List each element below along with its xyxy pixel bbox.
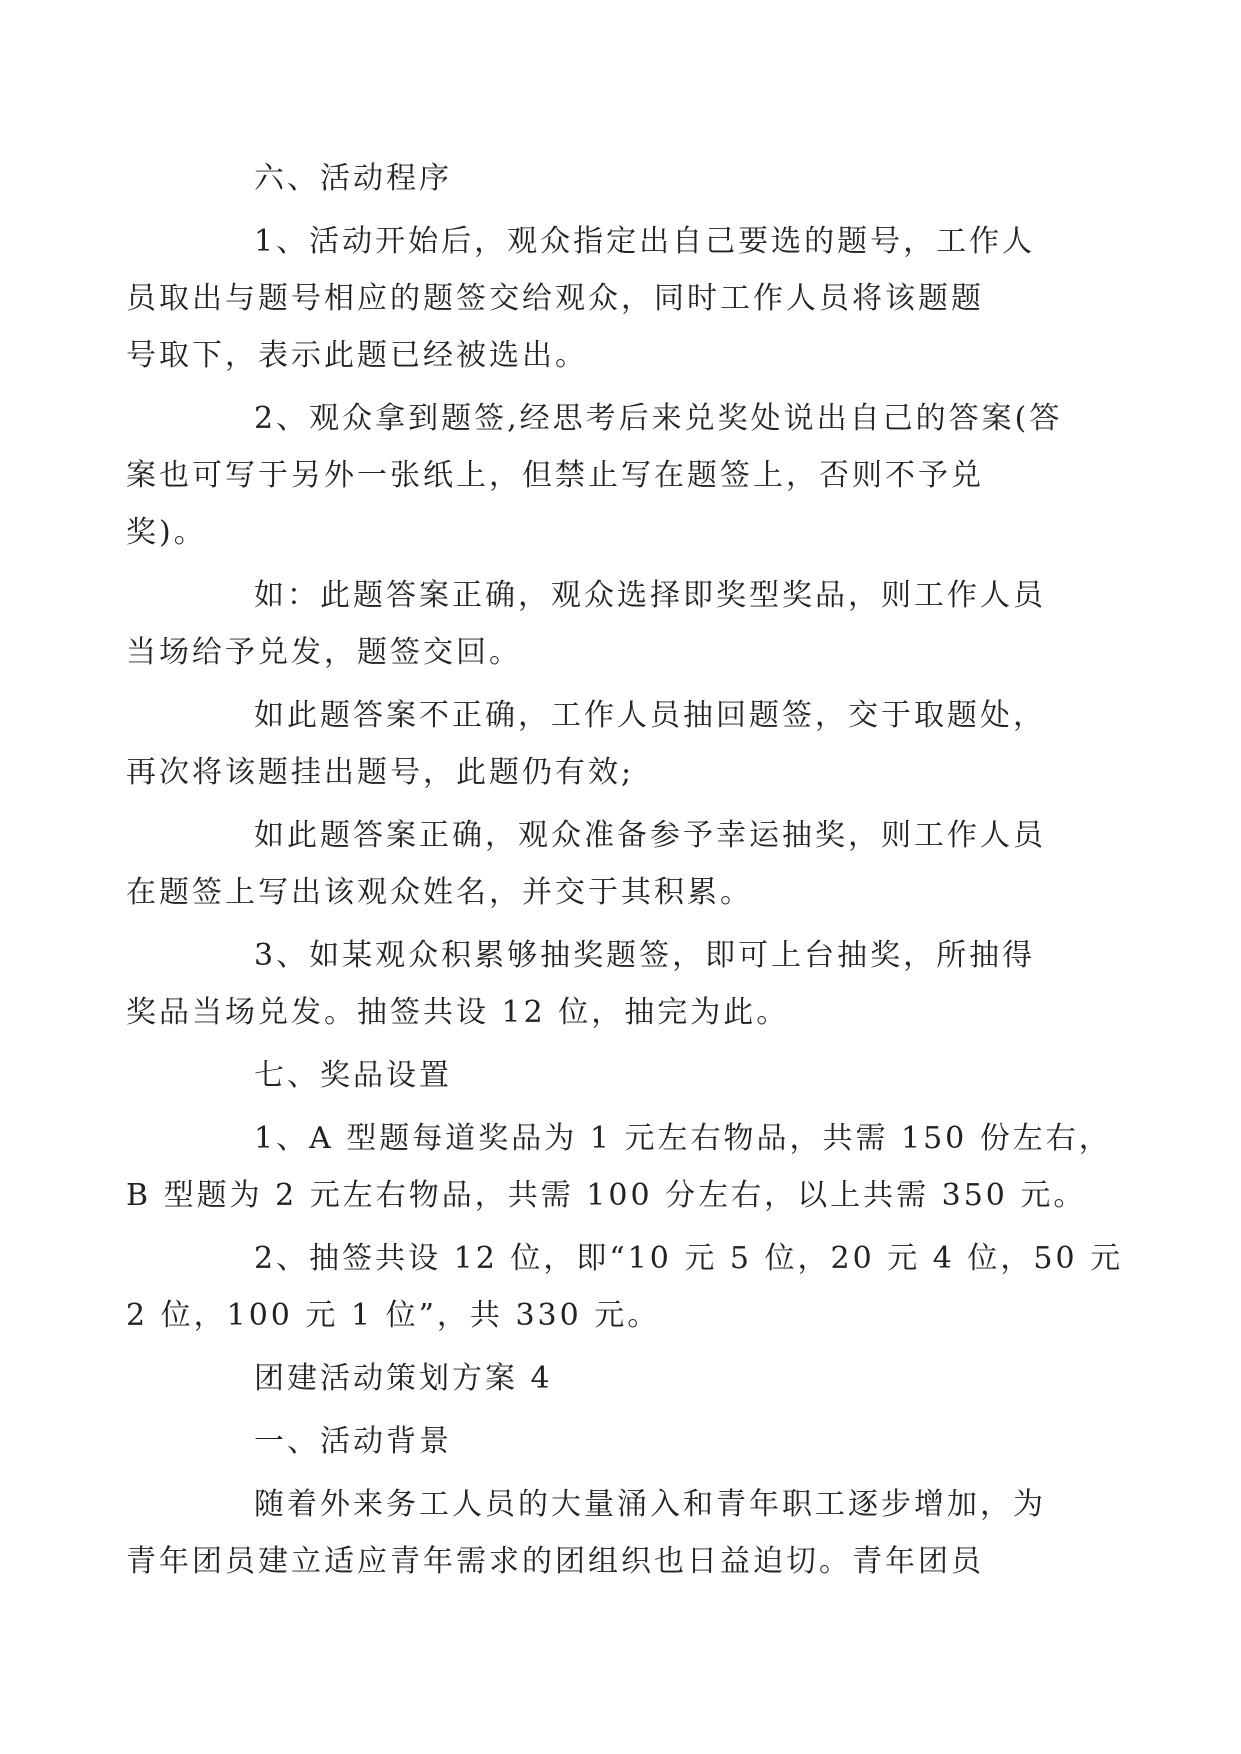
text-line: 再次将该题挂出题号，此题仍有效; [126, 755, 635, 790]
text-line: 在题签上写出该观众姓名，并交于其积累。 [126, 875, 753, 910]
paragraph [126, 390, 1063, 561]
text-line: B 型题为 2 元左右物品，共需 100 分左右，以上共需 350 元。 [126, 1178, 1087, 1213]
paragraph [126, 213, 1050, 384]
text-line: 号取下，表示此题已经被选出。 [126, 338, 588, 373]
paragraph [126, 927, 1050, 1041]
text-line: 七、奖品设置 [254, 1058, 452, 1093]
text-line: 如：此题答案正确，观众选择即奖型奖品，则工作人员 [254, 578, 1046, 613]
text-line: 1、A 型题每道奖品为 1 元左右物品，共需 150 份左右， [254, 1121, 1112, 1156]
text-line: 一、活动背景 [254, 1424, 452, 1459]
paragraph [126, 1110, 1112, 1224]
text-line: 随着外来务工人员的大量涌入和青年职工逐步增加，为 [254, 1487, 1046, 1522]
section-heading [190, 1047, 1050, 1104]
section-heading [190, 150, 1050, 207]
text-line: 当场给予兑发，题签交回。 [126, 635, 522, 670]
paragraph [126, 567, 1050, 681]
text-line: 3、如某观众积累够抽奖题签，即可上台抽奖，所抽得 [254, 938, 1036, 973]
document-title [190, 1350, 1050, 1407]
text-line: 1、活动开始后，观众指定出自己要选的题号，工作人 [254, 224, 1036, 259]
text-line: 2、观众拿到题签,经思考后来兑奖处说出自己的答案(答 [254, 401, 1063, 436]
text-line: 青年团员建立适应青年需求的团组织也日益迫切。青年团员 [126, 1544, 984, 1579]
paragraph [126, 1230, 1124, 1344]
text-line: 2、抽签共设 12 位，即“10 元 5 位，20 元 4 位，50 元 [254, 1241, 1124, 1276]
document-body [126, 150, 1124, 1596]
text-line: 团建活动策划方案 4 [254, 1361, 553, 1396]
text-line: 如此题答案不正确，工作人员抽回题签，交于取题处， [254, 698, 1046, 733]
text-line: 如此题答案正确，观众准备参予幸运抽奖，则工作人员 [254, 818, 1046, 853]
section-heading [190, 1413, 1050, 1470]
text-line: 六、活动程序 [254, 161, 452, 196]
text-line: 案也可写于另外一张纸上，但禁止写在题签上，否则不予兑 [126, 458, 984, 493]
text-line: 奖品当场兑发。抽签共设 12 位，抽完为此。 [126, 995, 790, 1030]
text-line: 奖)。 [126, 515, 207, 550]
paragraph [126, 807, 1050, 921]
text-line: 员取出与题号相应的题签交给观众，同时工作人员将该题题 [126, 281, 984, 316]
text-line: 2 位，100 元 1 位”，共 330 元。 [126, 1298, 661, 1333]
paragraph [126, 687, 1050, 801]
paragraph [126, 1476, 1050, 1590]
